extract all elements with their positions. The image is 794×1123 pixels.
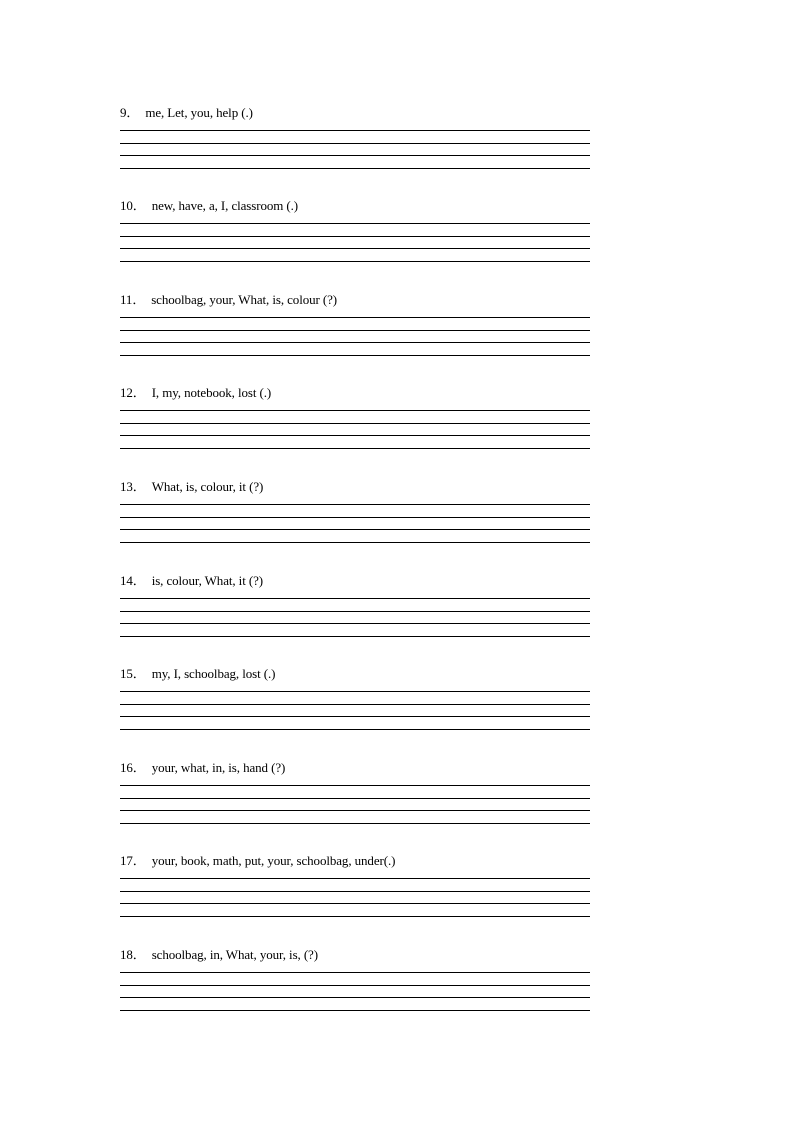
question-prompt (120, 947, 318, 963)
question-9 (120, 105, 590, 185)
answer-line[interactable] (120, 891, 590, 892)
question-text: your, what, in, is, hand (?) (151, 760, 286, 775)
question-prompt (120, 292, 337, 308)
question-prompt (120, 760, 285, 776)
answer-line[interactable] (120, 823, 590, 824)
question-12 (120, 385, 590, 465)
question-text: new, have, a, I, classroom (.) (151, 198, 299, 213)
answer-line[interactable] (120, 330, 590, 331)
question-13 (120, 479, 590, 559)
question-16 (120, 760, 590, 840)
answer-line[interactable] (120, 517, 590, 518)
answer-line[interactable] (120, 261, 590, 262)
question-14 (120, 573, 590, 653)
answer-line[interactable] (120, 448, 590, 449)
answer-line[interactable] (120, 355, 590, 356)
answer-line[interactable] (120, 130, 590, 131)
question-10 (120, 198, 590, 278)
question-prompt (120, 666, 275, 682)
question-number: 14． (120, 573, 146, 588)
answer-line[interactable] (120, 691, 590, 692)
answer-line[interactable] (120, 785, 590, 786)
question-number: 12． (120, 385, 146, 400)
question-text: I, my, notebook, lost (.) (151, 385, 272, 400)
answer-line[interactable] (120, 143, 590, 144)
answer-line[interactable] (120, 623, 590, 624)
answer-line[interactable] (120, 972, 590, 973)
question-11 (120, 292, 590, 372)
answer-line[interactable] (120, 903, 590, 904)
answer-line[interactable] (120, 435, 590, 436)
answer-line[interactable] (120, 223, 590, 224)
question-text: my, I, schoolbag, lost (.) (151, 666, 276, 681)
question-15 (120, 666, 590, 746)
question-number: 16． (120, 760, 146, 775)
question-text: What, is, colour, it (?) (151, 479, 264, 494)
question-number: 10． (120, 198, 146, 213)
answer-line[interactable] (120, 878, 590, 879)
question-prompt (120, 198, 298, 214)
question-number: 9． (120, 105, 140, 120)
question-18 (120, 947, 590, 1027)
answer-line[interactable] (120, 729, 590, 730)
answer-line[interactable] (120, 798, 590, 799)
answer-line[interactable] (120, 168, 590, 169)
question-text: schoolbag, your, What, is, colour (?) (151, 292, 338, 307)
question-prompt (120, 385, 271, 401)
answer-line[interactable] (120, 916, 590, 917)
answer-line[interactable] (120, 155, 590, 156)
answer-line[interactable] (120, 997, 590, 998)
question-prompt (120, 105, 253, 121)
question-prompt (120, 479, 263, 495)
answer-line[interactable] (120, 704, 590, 705)
question-prompt (120, 573, 263, 589)
question-text: me, Let, you, help (.) (145, 105, 253, 120)
answer-line[interactable] (120, 504, 590, 505)
answer-line[interactable] (120, 423, 590, 424)
answer-line[interactable] (120, 248, 590, 249)
question-number: 13． (120, 479, 146, 494)
question-number: 15． (120, 666, 146, 681)
answer-line[interactable] (120, 611, 590, 612)
answer-line[interactable] (120, 410, 590, 411)
answer-line[interactable] (120, 810, 590, 811)
question-number: 11． (120, 292, 146, 307)
answer-line[interactable] (120, 1010, 590, 1011)
question-text: is, colour, What, it (?) (151, 573, 263, 588)
answer-line[interactable] (120, 317, 590, 318)
answer-line[interactable] (120, 542, 590, 543)
question-text: your, book, math, put, your, schoolbag, under(.) (151, 853, 396, 868)
answer-line[interactable] (120, 529, 590, 530)
answer-line[interactable] (120, 236, 590, 237)
answer-line[interactable] (120, 636, 590, 637)
question-text: schoolbag, in, What, your, is, (?) (151, 947, 318, 962)
answer-line[interactable] (120, 598, 590, 599)
answer-line[interactable] (120, 716, 590, 717)
question-number: 18． (120, 947, 146, 962)
answer-line[interactable] (120, 342, 590, 343)
question-17 (120, 853, 590, 933)
question-prompt (120, 853, 395, 869)
answer-line[interactable] (120, 985, 590, 986)
question-number: 17． (120, 853, 146, 868)
